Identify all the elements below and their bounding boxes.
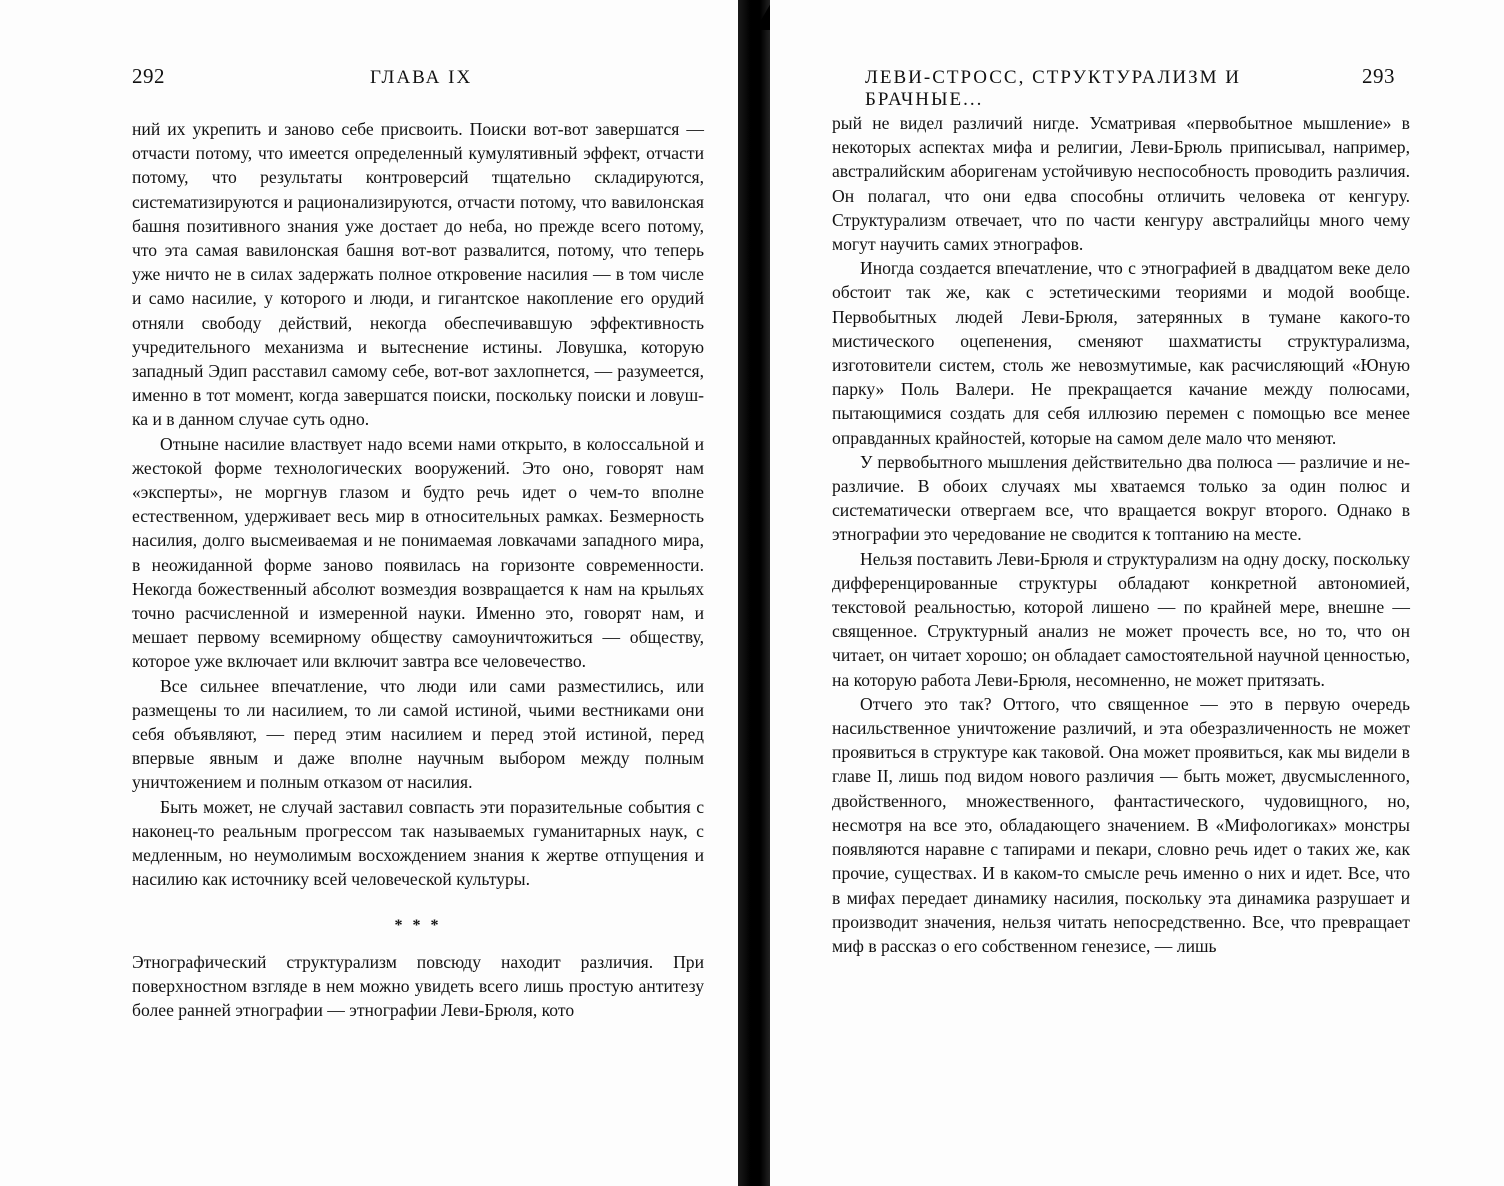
paragraph: Отчего это так? Оттого, что священное — это в первую очередь насильственное уничтожение различий, и эта обезразличенность не может проявиться в структуре как таковой. Она может проявиться, как мы видели в главе II, лишь под видом нового различия — быть может, двусмысленного, двойственного, множественного, фантастического, чудовищного, но, несмотря на все это, обладающего значением. В «Мифологиках» монстры появляются наравне с тапирами и пекари, словно речь идет о таких же, как прочие, существах. И в каком-то смысле речь именно о них и идет. Все, что в мифах передает динамику насилия, поскольку эта динамика разрушает и производит значения, нельзя читать непосредственно. Все, что превращает миф в рассказ о его собственном генезисе, — лишь [832,693,1410,956]
right-page-number: 293 [1362,64,1395,88]
paragraph: Нельзя поставить Леви-Брюля и структурализм на одну доску, поскольку дифференцированные структуры обладают конкретной автономией, текстовой реальностью, которой лишено — по крайней мере, внешне — священное. Структурный анализ не может прочесть все, но то, что он читает, он читает хорошо; он обладает самостоятельной научной ценностью, на которую работа Леви-Брюля, несомненно, не может притязать. [832,548,1410,690]
section-separator: * * * [394,916,442,934]
left-page [0,0,738,1186]
book-gutter [738,0,770,1186]
right-page-body [832,111,1410,958]
left-page-number: 292 [132,64,165,88]
left-page-body [132,117,704,1022]
paragraph: Иногда создается впечатление, что с этнографией в двадцатом веке дело обстоит так же, как с эстетическими теориями и модой вообще. Первобытных людей Леви-Брюля, затерянных в тумане какого-то мистического оцепенения, сменяют шахматисты структурализма, изготовители систем, столь же невозмутимые, как расчисляющий «Юную парку» Поль Валери. Не прекращается качание между полюсами, пытающимися создать для себя иллюзию перемен с помощью все менее оправданных крайностей, которые на самом деле мало что меняют. [832,258,1410,448]
right-page [770,0,1504,1186]
paragraph: ний их укрепить и заново себе присвоить. Поиски вот-вот завершатся — отчасти потому, что имеется определенный кумулятивный эффект, отчасти потому, что результаты контроверсий тщательно складируются, систематизируются и рационализируются, отчасти потому, что вавилонская башня позитивного знания уже достает до неба, но прежде всего потому, что эта самая вавилонская башня вот-вот развалится, потому, что теперь уже ничто не в силах задержать полное откровение насилия — в том числе и само насилие, у которого и люди, и гигантское накопление его орудий отняли свободу действий, некогда обеспечивавшую эффективность учредительного механизма и вытеснение истины. Ловушка, которую западный Эдип расставил самому себе, вот-вот захлопнется, — разумеется, именно в тот момент, когда завершатся поиски, поскольку поиски и ловушка и в данном случае суть одно. [132,119,704,430]
paragraph: Этнографический структурализм повсюду находит различия. При поверхностном взгляде в нем можно увидеть всего лишь простую антитезу более ранней этнографии — этнографии Леви-Брюля, кото [132,951,704,1021]
paragraph: рый не видел различий нигде. Усматривая «первобытное мышление» в некоторых аспектах мифа и религии, Леви-Брюль приписывал, например, австралийским аборигенам устойчивую неспособность проводить различия. Он полагал, что они едва способны отличить человека от кенгуру. Структурализм отвечает, что по части кенгуру австралийцы много чему могут научить самих этнографов. [832,113,1410,255]
paragraph: У первобытного мышления действительно два полюса — различие и не-различие. В обоих случаях мы хватаемся только за один полюс и систематически отвергаем все, что вращается вокруг второго. Однако в этнографии это чередование не сводится к топтанию на месте. [832,451,1410,545]
paragraph: Все сильнее впечатление, что люди или сами разместились, или размещены то ли насилием, то ли самой истиной, чьими вестниками они себя объявляют, — перед этим насилием и перед этой истиной, перед впервые явным и даже вполне научным выбором между полным уничтожением и полным отказом от насилия. [132,675,704,793]
section-title: ЛЕВИ-СТРОСС, СТРУКТУРАЛИЗМ И БРАЧНЫЕ... [865,67,1241,110]
right-running-header [865,64,1395,110]
chapter-title: ГЛАВА IX [370,67,473,88]
paragraph: Быть может, не случай заставил совпасть эти поразительные события с наконец-то реальным прогрессом так называемых гуманитарных наук, с медленным, но неумолимым восхождением знания к жертве отпущения и насилию как источнику всей человеческой культуры. [132,796,704,890]
left-running-header [132,64,702,94]
paragraph: Отныне насилие властвует надо всеми нами открыто, в колоссальной и жестокой форме технологических вооружений. Это оно, говорят нам «эксперты», не моргнув глазом и будто речь идет о чем-то вполне естественном, удерживает весь мир в относительных рамках. Безмерность насилия, долго высмеиваемая и не понимаемая ловкачами западного мира, в неожиданной форме заново появилась на горизонте современности. Некогда божественный абсолют возмездия возвращается к нам на крыльях точно расчисленной и измеренной науки. Именно это, говорят нам, и мешает первому всемирному обществу самоуничтожиться — обществу, которое уже включает или включит завтра все человечество. [132,433,704,672]
